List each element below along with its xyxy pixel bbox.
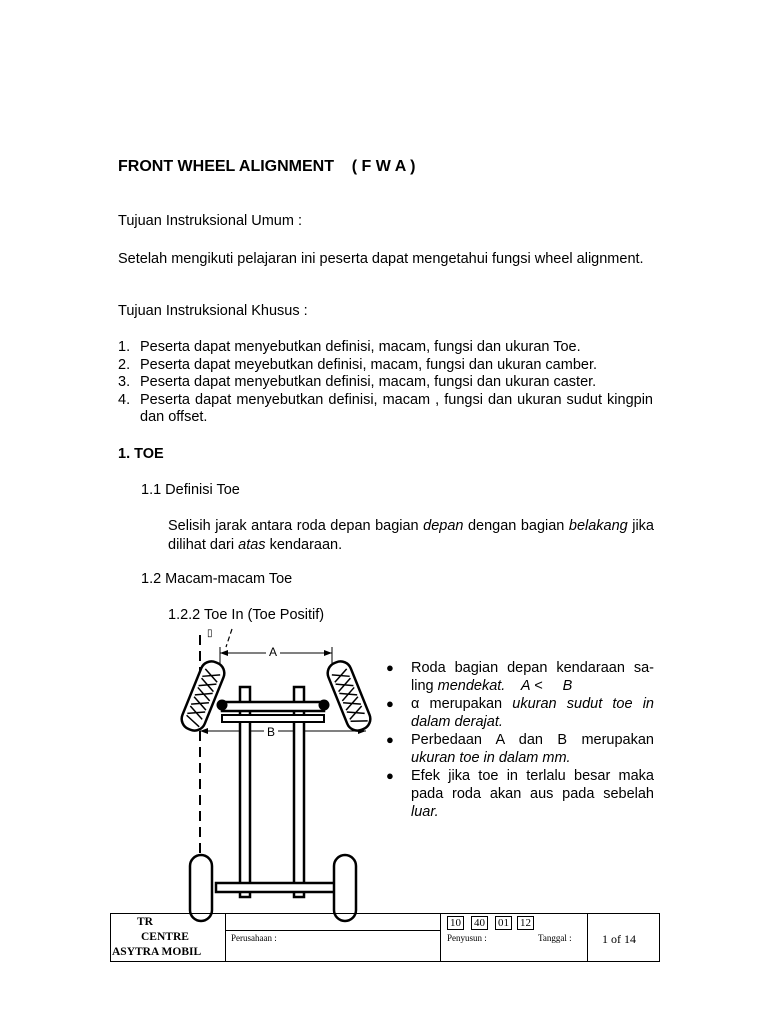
front-wheel-right [324,658,373,734]
tik-heading: Tujuan Instruksional Khusus : [118,303,308,319]
footer-table [110,913,660,962]
bullet-icon: ● [386,660,394,675]
bullet-text: Roda bagian depan kendaraan sa-ling [411,660,654,694]
bullet-text: Efek jika toe in terlalu besar maka pada roda akan aus pada sebelah [411,768,654,802]
code-box: 10 [447,916,464,930]
item-number: 3. [118,374,131,390]
toe-in-bullets [384,659,654,821]
bullet-icon: ● [386,696,394,711]
rear-wheel-right [334,855,356,921]
code-box: 12 [517,916,534,930]
list-item [118,357,653,375]
footer-brand-cell [111,914,226,961]
list-item [384,731,654,767]
item-text: Peserta dapat menyebutkan definisi, macam , fungsi dan ukuran sudut kingpin dan offset. [140,391,653,425]
list-item [118,339,653,357]
list-item [118,392,653,427]
item-number: 1. [118,339,131,355]
footer-author-cell [441,914,588,961]
footer-page-cell [588,914,659,961]
rear-axle [216,883,342,892]
footer-company-cell [226,914,441,961]
tanggal-label: Tanggal : [538,933,572,943]
brand-line-1: TR [137,916,153,928]
bullet-emphasis: A < B [505,678,573,694]
bullet-text: Perbedaan A dan B merupakan [411,732,654,748]
def-part: kendaraan. [265,537,343,553]
page-number: 1 of 14 [602,932,636,946]
item-text: Peserta dapat menyebutkan definisi, macam, fungsi dan ukuran Toe. [140,339,581,355]
bullet-text: merupakan [419,696,513,712]
item-number: 4. [118,391,131,408]
list-item [384,659,654,695]
item-text: Peserta dapat menyebutkan definisi, macam, fungsi dan ukuran caster. [140,374,597,390]
kingpin-left [217,700,228,711]
tiu-heading: Tujuan Instruksional Umum : [118,213,303,229]
code-box: 01 [495,916,512,930]
tie-rod [222,715,324,722]
page-title: FRONT WHEEL ALIGNMENT ( F W A ) [118,158,416,175]
label-a: A [269,645,278,659]
label-b: B [267,725,276,739]
section-toe-heading: 1. TOE [118,446,164,462]
bullet-emphasis: luar. [411,804,439,820]
def-part: dengan bagian [463,518,569,534]
list-item [384,767,654,821]
tiu-text: Setelah mengikuti pelajaran ini peserta dapat mengetahui fungsi wheel alignment. [118,251,644,267]
macam-toe-heading: 1.2 Macam-macam Toe [141,571,293,587]
definisi-text [168,517,654,555]
def-emphasis: atas [238,537,266,553]
kingpin-right [319,700,330,711]
bullet-icon: ● [386,768,394,783]
bullet-icon: ● [386,732,394,747]
list-item [118,374,653,392]
code-box: 40 [471,916,488,930]
rear-wheel-left [190,855,212,921]
cell-divider [226,930,440,931]
arrow-right [324,650,332,656]
def-part: Selisih jarak antara roda depan bagian [168,518,424,534]
brand-line-2: CENTRE [141,931,189,943]
angle-line [226,629,232,647]
list-item [384,695,654,731]
def-part: jika dilihat dari [168,518,654,553]
bullet-emphasis: mendekat. [437,678,506,694]
objectives-list [118,339,653,427]
front-axle [222,702,324,711]
arrow-left [220,650,228,656]
item-number: 2. [118,356,131,373]
toe-in-diagram [170,625,380,925]
def-emphasis: depan [423,518,464,534]
front-wheel-left [178,658,227,734]
brand-line-3: ASYTRA MOBIL [112,946,202,958]
definisi-toe-heading: 1.1 Definisi Toe [141,482,240,498]
perusahaan-label: Perusahaan : [231,933,277,943]
bullet-emphasis: ukuran sudut toe in dalam derajat. [411,696,654,730]
alpha-glyph: ▯ [207,628,213,639]
toe-in-heading: 1.2.2 Toe In (Toe Positif) [168,607,325,623]
alpha-symbol: α [411,696,420,712]
item-text: Peserta dapat meyebutkan definisi, macam, fungsi dan ukuran camber. [140,356,598,373]
bullet-emphasis: ukuran toe in dalam mm. [411,750,571,766]
penyusun-label: Penyusun : [447,933,487,943]
def-emphasis: belakang [568,518,628,534]
